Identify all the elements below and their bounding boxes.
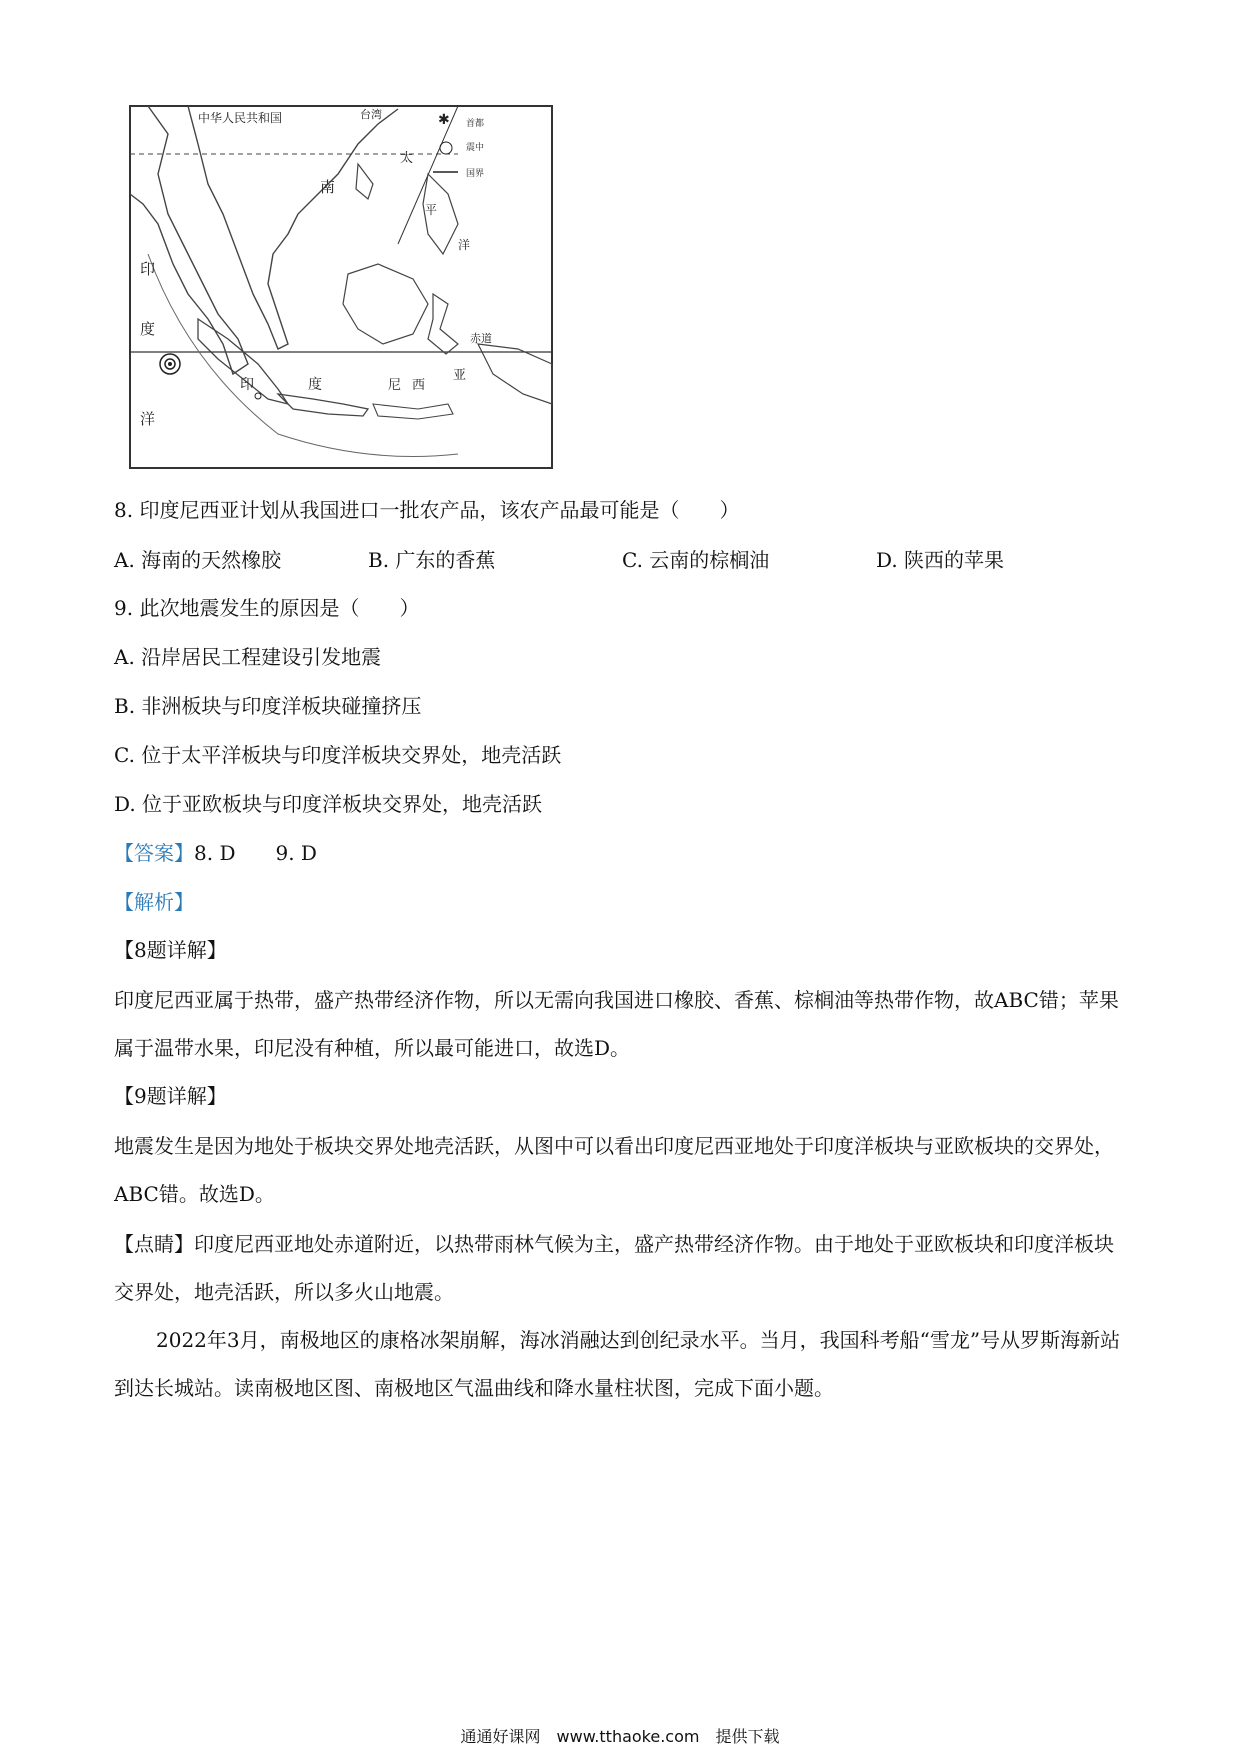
answer-line <box>114 839 317 867</box>
label-indonesia-3: 尼 <box>388 378 402 393</box>
label-china: 中华人民共和国 <box>198 111 283 125</box>
legend-label-capital: 首都 <box>466 119 485 129</box>
detail8-text: 印度尼西亚属于热带，盛产热带经济作物，所以无需向我国进口橡胶、香蕉、棕榈油等热带作物，故ABC错；苹果属于温带水果，印尼没有种植，所以最可能进口，故选D。 <box>114 988 1119 1060</box>
q9-option-d: D. 位于亚欧板块与印度洋板块交界处，地壳活跃 <box>114 792 543 816</box>
legend-label-epicenter: 震中 <box>466 143 485 153</box>
comment-block <box>114 1220 1134 1316</box>
q9-option-b: B. 非洲板块与印度洋板块碰撞挤压 <box>114 694 422 718</box>
footer: 通通好课网 www.tthaoke.com 提供下载 <box>460 1727 780 1746</box>
label-indian-ocean-1: 印 <box>140 260 156 278</box>
label-taiwan: 台湾 <box>360 108 382 121</box>
legend-star-icon: ✱ <box>438 112 450 128</box>
q9-option-a: A. 沿岸居民工程建设引发地震 <box>114 645 382 669</box>
label-indonesia-5: 亚 <box>453 368 467 383</box>
label-indonesia-2: 度 <box>308 377 322 393</box>
label-indian-ocean-3: 洋 <box>140 410 156 428</box>
q9-option-c: C. 位于太平洋板块与印度洋板块交界处，地壳活跃 <box>114 743 562 767</box>
label-equator: 赤道 <box>470 332 492 345</box>
q8-option-a: A. 海南的天然橡胶 <box>114 548 282 572</box>
label-pacific-1: 太 <box>400 151 414 166</box>
legend-label-border: 国界 <box>466 169 485 179</box>
q8-option-d: D. 陕西的苹果 <box>876 548 1005 572</box>
comment-text: 印度尼西亚地处赤道附近，以热带雨林气候为主，盛产热带经济作物。由于地处于亚欧板块和印度洋板块 交界处，地壳活跃，所以多火山地震。 <box>114 1232 1134 1304</box>
map-svg <box>128 104 554 470</box>
answer-tag: 【答案】 <box>114 841 194 865</box>
detail9-text: 地震发生是因为地处于板块交界处地壳活跃，从图中可以看出印度尼西亚地处于印度洋板块与亚欧板块的交界处，ABC错。故选D。 <box>114 1134 1114 1206</box>
detail9-heading: 【9题详解】 <box>114 1084 227 1108</box>
label-indonesia-4: 西 <box>412 378 426 393</box>
comment-tag: 【点睛】 <box>114 1232 194 1256</box>
q9-stem: 9. 此次地震发生的原因是（ ） <box>114 596 420 620</box>
map-frame <box>130 106 552 468</box>
label-pacific-3: 洋 <box>458 238 471 252</box>
answer-text: 8. D 9. D <box>194 841 317 865</box>
q8-stem: 8. 印度尼西亚计划从我国进口一批农产品，该农产品最可能是（ ） <box>114 498 740 522</box>
epicenter-core <box>168 362 172 366</box>
q8-option-c: C. 云南的棕榈油 <box>622 548 770 572</box>
intro-paragraph: 2022年3月，南极地区的康格冰架崩解，海冰消融达到创纪录水平。当月，我国科考船“雪龙”号从罗斯海新站到达长城站。读南极地区图、南极地区气温曲线和降水量柱状图，完成下面小题。 <box>114 1328 1121 1400</box>
label-indian-ocean-2: 度 <box>140 320 156 338</box>
q8-option-b: B. 广东的香蕉 <box>368 548 496 572</box>
southeast-asia-map <box>128 104 554 470</box>
label-indonesia-1: 印 <box>240 377 254 393</box>
analysis-tag: 【解析】 <box>114 890 194 914</box>
label-south-china-sea: 南 <box>320 178 336 196</box>
label-pacific-2: 平 <box>425 203 438 217</box>
detail8-heading: 【8题详解】 <box>114 938 227 962</box>
